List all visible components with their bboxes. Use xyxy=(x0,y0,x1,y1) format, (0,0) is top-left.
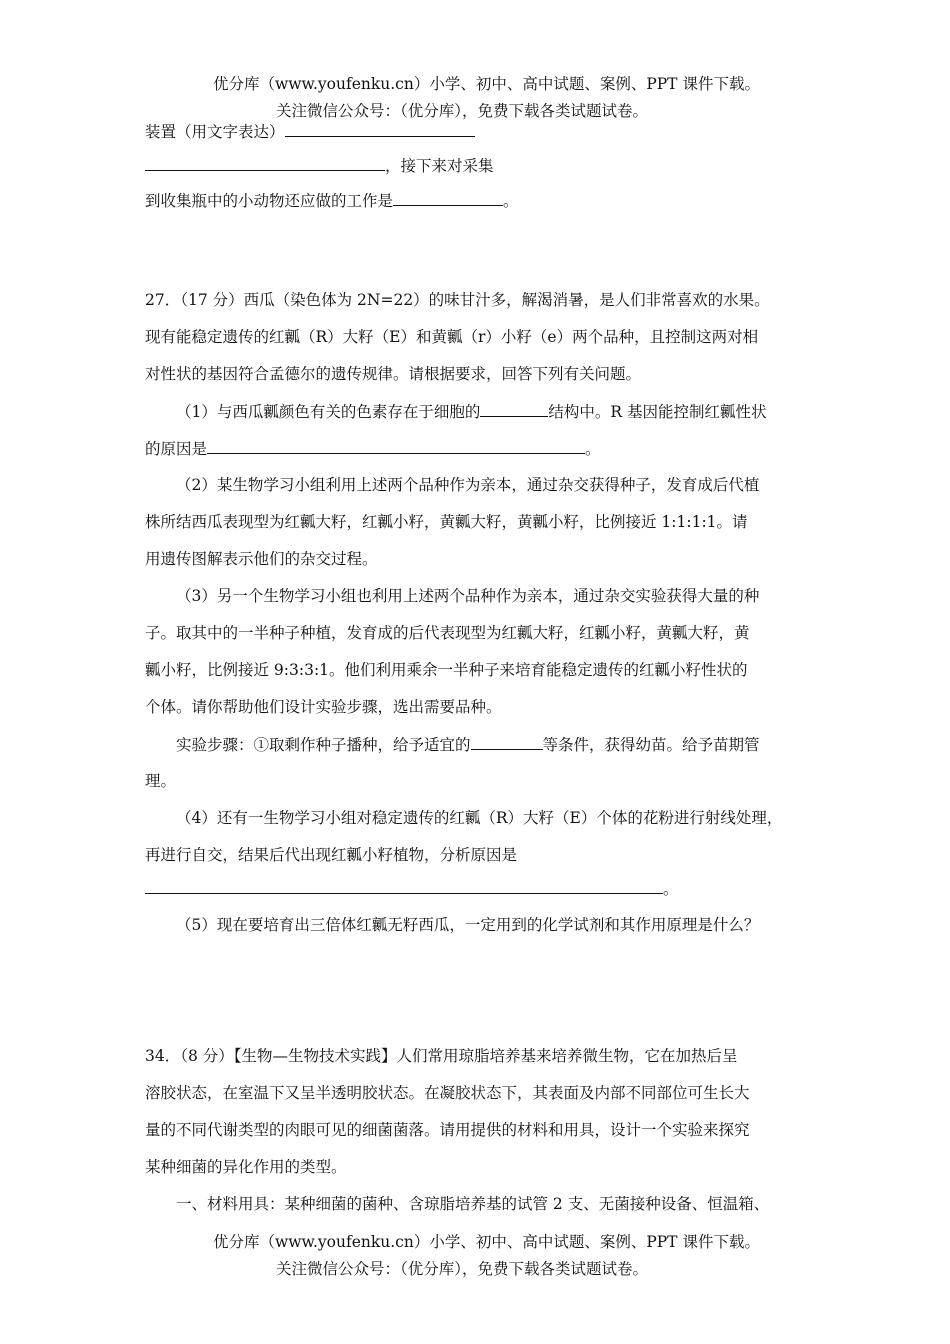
q34-line-1: 34．（8 分）【生物—生物技术实践】人们常用琼脂培养基来培养微生物，它在加热后呈 xyxy=(145,1047,738,1065)
q27-part3-line-5 xyxy=(176,734,760,755)
answer-blank xyxy=(145,878,663,894)
header-line-1: 优分库（www.youfenku.cn）小学、初中、高中试题、案例、PPT 课件下载。 xyxy=(213,75,760,93)
q27-part4-line-2: 再进行自交，结果后代出现红瓤小籽植物，分析原因是 xyxy=(145,846,518,864)
q27-part1-text-a: （1）与西瓜瓤颜色有关的色素存在于细胞的 xyxy=(176,403,481,421)
q27-part3-line-1: （3）另一个生物学习小组也利用上述两个品种作为亲本，通过杂交实验获得大量的种 xyxy=(176,587,760,605)
answer-blank xyxy=(393,190,503,206)
q27-line-2: 现有能稳定遗传的红瓤（R）大籽（E）和黄瓤（r）小籽（e）两个品种，且控制这两对相 xyxy=(145,328,759,346)
q27-part4-line-1: （4）还有一生物学习小组对稳定遗传的红瓤（R）大籽（E）个体的花粉进行射线处理， xyxy=(176,809,783,827)
q34-line-3: 量的不同代谢类型的肉眼可见的细菌菌落。请用提供的材料和用具，设计一个实验来探究 xyxy=(145,1121,750,1139)
answer-blank xyxy=(285,121,475,137)
footer-line-1: 优分库（www.youfenku.cn）小学、初中、高中试题、案例、PPT 课件下载。 xyxy=(213,1233,760,1251)
top-text-3b: 。 xyxy=(503,192,519,210)
q27-part2-line-2: 株所结西瓜表现型为红瓤大籽，红瓤小籽，黄瓤大籽，黄瓤小籽，比例接近 1:1:1:1。请 xyxy=(145,513,748,531)
q27-part2-line-1: （2）某生物学习小组利用上述两个品种作为亲本，通过杂交获得种子，发育成后代植 xyxy=(176,476,760,494)
q27-part4-line-3 xyxy=(145,878,679,899)
q27-part3-text-f: 等条件，获得幼苗。给予苗期管 xyxy=(542,736,760,754)
top-line-1 xyxy=(145,121,475,142)
top-line-3 xyxy=(145,190,519,211)
top-text-1: 装置（用文字表达） xyxy=(145,123,285,141)
q27-part3-line-6: 理。 xyxy=(145,772,177,790)
q27-line-1: 27．（17 分）西瓜（染色体为 2N=22）的味甘汁多，解渴消暑，是人们非常喜欢的水果。 xyxy=(145,291,770,309)
q27-part1-line-2 xyxy=(145,438,601,459)
q27-part1-text-b: 结构中。R 基因能控制红瓤性状 xyxy=(548,403,767,421)
q27-part3-text-e: 实验步骤：①取剩作种子播种，给予适宜的 xyxy=(176,736,471,754)
answer-blank xyxy=(207,438,585,454)
q27-part3-line-4: 个体。请你帮助他们设计实验步骤，选出需要品种。 xyxy=(145,698,502,716)
answer-blank xyxy=(471,734,543,750)
q34-line-4: 某种细菌的异化作用的类型。 xyxy=(145,1158,347,1176)
answer-blank xyxy=(145,155,385,171)
top-text-2: ，接下来对采集 xyxy=(385,157,494,175)
q27-line-3: 对性状的基因符合孟德尔的遗传规律。请根据要求，回答下列有关问题。 xyxy=(145,365,642,383)
q27-part3-line-2: 子。取其中的一半种子种植，发育成的后代表现型为红瓤大籽，红瓤小籽，黄瓤大籽，黄 xyxy=(145,624,750,642)
top-text-3a: 到收集瓶中的小动物还应做的工作是 xyxy=(145,192,394,210)
header-line-2: 关注微信公众号：（优分库），免费下载各类试题试卷。 xyxy=(276,102,649,120)
footer-line-2: 关注微信公众号：（优分库），免费下载各类试题试卷。 xyxy=(276,1260,649,1278)
q34-line-5: 一、材料用具：某种细菌的菌种、含琼脂培养基的试管 2 支、无菌接种设备、恒温箱、 xyxy=(176,1195,770,1213)
q27-part1-text-c: 的原因是 xyxy=(145,440,208,458)
q27-part5-line: （5）现在要培育出三倍体红瓤无籽西瓜，一定用到的化学试剂和其作用原理是什么？ xyxy=(176,916,760,934)
q27-part3-line-3: 瓤小籽，比例接近 9:3:3:1。他们利用乘余一半种子来培育能稳定遗传的红瓤小籽性状的 xyxy=(145,661,748,679)
q27-part2-line-3: 用遗传图解表示他们的杂交过程。 xyxy=(145,550,378,568)
q27-part1-line-1 xyxy=(176,401,766,422)
answer-blank xyxy=(480,401,548,417)
q34-line-2: 溶胶状态，在室温下又呈半透明胶状态。在凝胶状态下，其表面及内部不同部位可生长大 xyxy=(145,1084,750,1102)
top-line-2 xyxy=(145,155,494,176)
q27-part1-text-d: 。 xyxy=(585,440,601,458)
q27-part4-text-c: 。 xyxy=(663,880,679,898)
